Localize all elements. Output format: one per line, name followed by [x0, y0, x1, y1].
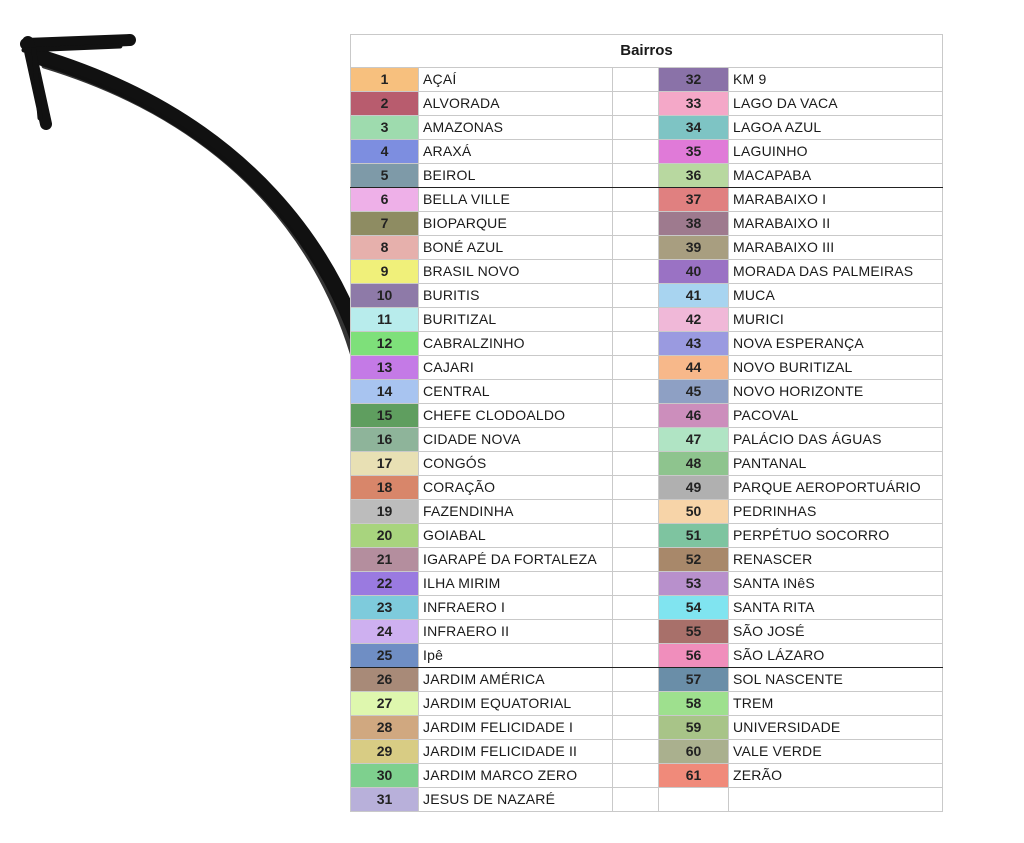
legend-spacer-cell: [613, 140, 659, 164]
legend-number: 36: [659, 164, 729, 188]
legend-neighborhood-name: AÇAÍ: [419, 68, 613, 92]
legend-neighborhood-name: BELLA VILLE: [419, 188, 613, 212]
legend-spacer-cell: [613, 548, 659, 572]
legend-number: 7: [351, 212, 419, 236]
legend-row: [351, 524, 943, 548]
legend-row: [351, 596, 943, 620]
legend-neighborhood-name: MACAPABA: [729, 164, 943, 188]
legend-row: [351, 548, 943, 572]
legend-spacer-cell: [613, 596, 659, 620]
legend-row: [351, 308, 943, 332]
legend-row: [351, 452, 943, 476]
legend-row: [351, 716, 943, 740]
legend-number: 10: [351, 284, 419, 308]
legend-neighborhood-name: LAGO DA VACA: [729, 92, 943, 116]
legend-neighborhood-name: JARDIM EQUATORIAL: [419, 692, 613, 716]
legend-neighborhood-name: ILHA MIRIM: [419, 572, 613, 596]
legend-number: 2: [351, 92, 419, 116]
legend-neighborhood-name: BURITIS: [419, 284, 613, 308]
legend-row: [351, 764, 943, 788]
legend-row: [351, 356, 943, 380]
legend-number: 29: [351, 740, 419, 764]
legend-row: [351, 668, 943, 692]
legend-number: 43: [659, 332, 729, 356]
legend-neighborhood-name: MARABAIXO I: [729, 188, 943, 212]
legend-spacer-cell: [613, 668, 659, 692]
legend-neighborhood-name: JARDIM MARCO ZERO: [419, 764, 613, 788]
legend-neighborhood-name: CABRALZINHO: [419, 332, 613, 356]
legend-row: [351, 740, 943, 764]
legend-number: 30: [351, 764, 419, 788]
legend-neighborhood-name: SÃO JOSÉ: [729, 620, 943, 644]
legend-number: 59: [659, 716, 729, 740]
legend-neighborhood-name: CIDADE NOVA: [419, 428, 613, 452]
legend-neighborhood-name: SANTA RITA: [729, 596, 943, 620]
legend-row: [351, 236, 943, 260]
legend-row: [351, 572, 943, 596]
legend-neighborhood-name: CHEFE CLODOALDO: [419, 404, 613, 428]
legend-neighborhood-name: CAJARI: [419, 356, 613, 380]
legend-number: 40: [659, 260, 729, 284]
legend-number: 61: [659, 764, 729, 788]
legend-number: 6: [351, 188, 419, 212]
legend-body: [351, 68, 943, 812]
curved-arrow-icon: [0, 0, 400, 400]
legend-spacer-cell: [613, 452, 659, 476]
legend-row: [351, 92, 943, 116]
legend-neighborhood-name: MARABAIXO II: [729, 212, 943, 236]
legend-row: [351, 284, 943, 308]
legend-row: [351, 164, 943, 188]
legend-neighborhood-name: NOVO BURITIZAL: [729, 356, 943, 380]
legend-neighborhood-name: CONGÓS: [419, 452, 613, 476]
legend-spacer-cell: [613, 620, 659, 644]
legend-number: 26: [351, 668, 419, 692]
legend-number: 60: [659, 740, 729, 764]
legend-title: Bairros: [351, 35, 943, 68]
legend-row: [351, 140, 943, 164]
legend-spacer-cell: [613, 356, 659, 380]
legend-neighborhood-name: ALVORADA: [419, 92, 613, 116]
legend-row: [351, 692, 943, 716]
legend-spacer-cell: [613, 68, 659, 92]
legend-number: 53: [659, 572, 729, 596]
legend-number: 47: [659, 428, 729, 452]
legend-number: 33: [659, 92, 729, 116]
legend-neighborhood-name: MARABAIXO III: [729, 236, 943, 260]
legend-neighborhood-name: BRASIL NOVO: [419, 260, 613, 284]
legend-number: 56: [659, 644, 729, 668]
legend-number: 15: [351, 404, 419, 428]
legend-number: 49: [659, 476, 729, 500]
legend-spacer-cell: [613, 476, 659, 500]
legend-number: [659, 788, 729, 812]
legend-number: 18: [351, 476, 419, 500]
legend-neighborhood-name: BEIROL: [419, 164, 613, 188]
legend-number: 48: [659, 452, 729, 476]
legend-number: 58: [659, 692, 729, 716]
legend-neighborhood-name: RENASCER: [729, 548, 943, 572]
legend-spacer-cell: [613, 380, 659, 404]
legend-number: 35: [659, 140, 729, 164]
legend-number: 39: [659, 236, 729, 260]
legend-spacer-cell: [613, 740, 659, 764]
legend-row: [351, 68, 943, 92]
legend-number: 25: [351, 644, 419, 668]
legend-neighborhood-name: ARAXÁ: [419, 140, 613, 164]
legend-number: 21: [351, 548, 419, 572]
legend-spacer-cell: [613, 428, 659, 452]
legend-spacer-cell: [613, 524, 659, 548]
legend-neighborhood-name: JARDIM AMÉRICA: [419, 668, 613, 692]
legend-spacer-cell: [613, 404, 659, 428]
legend-number: 16: [351, 428, 419, 452]
legend-row: [351, 476, 943, 500]
legend-number: 51: [659, 524, 729, 548]
legend-spacer-cell: [613, 332, 659, 356]
legend-row: [351, 260, 943, 284]
legend-row: [351, 116, 943, 140]
legend-number: 41: [659, 284, 729, 308]
legend-neighborhood-name: BURITIZAL: [419, 308, 613, 332]
legend-neighborhood-name: PALÁCIO DAS ÁGUAS: [729, 428, 943, 452]
legend-neighborhood-name: INFRAERO II: [419, 620, 613, 644]
legend-spacer-cell: [613, 188, 659, 212]
legend-number: 22: [351, 572, 419, 596]
legend-number: 17: [351, 452, 419, 476]
legend-neighborhood-name: PACOVAL: [729, 404, 943, 428]
legend-neighborhood-name: CORAÇÃO: [419, 476, 613, 500]
legend-neighborhood-name: BIOPARQUE: [419, 212, 613, 236]
legend-row: [351, 380, 943, 404]
legend-number: 34: [659, 116, 729, 140]
legend-spacer-cell: [613, 116, 659, 140]
legend-neighborhood-name: NOVO HORIZONTE: [729, 380, 943, 404]
legend-neighborhood-name: LAGUINHO: [729, 140, 943, 164]
legend-number: 24: [351, 620, 419, 644]
legend-row: [351, 404, 943, 428]
legend-number: 55: [659, 620, 729, 644]
legend-number: 32: [659, 68, 729, 92]
legend-neighborhood-name: KM 9: [729, 68, 943, 92]
legend-number: 37: [659, 188, 729, 212]
legend-spacer-cell: [613, 92, 659, 116]
legend-neighborhood-name: VALE VERDE: [729, 740, 943, 764]
legend-spacer-cell: [613, 764, 659, 788]
legend-number: 9: [351, 260, 419, 284]
legend-number: 12: [351, 332, 419, 356]
legend-neighborhood-name: BONÉ AZUL: [419, 236, 613, 260]
legend-spacer-cell: [613, 284, 659, 308]
legend-number: 42: [659, 308, 729, 332]
legend-number: 11: [351, 308, 419, 332]
legend-number: 5: [351, 164, 419, 188]
legend-spacer-cell: [613, 788, 659, 812]
legend-number: 4: [351, 140, 419, 164]
bairros-legend-table: [350, 34, 943, 812]
legend-neighborhood-name: SÃO LÁZARO: [729, 644, 943, 668]
legend-spacer-cell: [613, 572, 659, 596]
legend-number: 28: [351, 716, 419, 740]
legend-number: 46: [659, 404, 729, 428]
legend-neighborhood-name: MURICI: [729, 308, 943, 332]
legend-row: [351, 188, 943, 212]
legend-neighborhood-name: UNIVERSIDADE: [729, 716, 943, 740]
legend-neighborhood-name: MUCA: [729, 284, 943, 308]
legend-neighborhood-name: ZERÃO: [729, 764, 943, 788]
legend-number: 45: [659, 380, 729, 404]
legend-number: 23: [351, 596, 419, 620]
legend-neighborhood-name: JARDIM FELICIDADE I: [419, 716, 613, 740]
legend-number: 13: [351, 356, 419, 380]
legend-neighborhood-name: JESUS DE NAZARÉ: [419, 788, 613, 812]
legend-neighborhood-name: MORADA DAS PALMEIRAS: [729, 260, 943, 284]
legend-neighborhood-name: SANTA INêS: [729, 572, 943, 596]
legend-neighborhood-name: PANTANAL: [729, 452, 943, 476]
legend-number: 52: [659, 548, 729, 572]
legend-row: [351, 428, 943, 452]
legend-row: [351, 788, 943, 812]
legend-neighborhood-name: PARQUE AEROPORTUÁRIO: [729, 476, 943, 500]
legend-number: 14: [351, 380, 419, 404]
legend-spacer-cell: [613, 212, 659, 236]
legend-row: [351, 332, 943, 356]
legend-number: 54: [659, 596, 729, 620]
legend-neighborhood-name: NOVA ESPERANÇA: [729, 332, 943, 356]
legend-spacer-cell: [613, 644, 659, 668]
legend-number: 57: [659, 668, 729, 692]
legend-neighborhood-name: AMAZONAS: [419, 116, 613, 140]
legend-neighborhood-name: PERPÉTUO SOCORRO: [729, 524, 943, 548]
legend-spacer-cell: [613, 164, 659, 188]
legend-neighborhood-name: FAZENDINHA: [419, 500, 613, 524]
legend-spacer-cell: [613, 308, 659, 332]
legend-neighborhood-name: TREM: [729, 692, 943, 716]
legend-number: 20: [351, 524, 419, 548]
legend-neighborhood-name: SOL NASCENTE: [729, 668, 943, 692]
legend-neighborhood-name: GOIABAL: [419, 524, 613, 548]
legend-neighborhood-name: LAGOA AZUL: [729, 116, 943, 140]
legend-number: 3: [351, 116, 419, 140]
legend-neighborhood-name: IGARAPÉ DA FORTALEZA: [419, 548, 613, 572]
legend-neighborhood-name: Ipê: [419, 644, 613, 668]
legend-neighborhood-name: PEDRINHAS: [729, 500, 943, 524]
legend-number: 50: [659, 500, 729, 524]
legend-number: 1: [351, 68, 419, 92]
legend-number: 8: [351, 236, 419, 260]
legend-neighborhood-name: INFRAERO I: [419, 596, 613, 620]
legend-spacer-cell: [613, 500, 659, 524]
legend-number: 31: [351, 788, 419, 812]
legend-row: [351, 620, 943, 644]
legend-neighborhood-name: JARDIM FELICIDADE II: [419, 740, 613, 764]
legend-number: 44: [659, 356, 729, 380]
legend-row: [351, 212, 943, 236]
legend-number: 38: [659, 212, 729, 236]
legend-spacer-cell: [613, 260, 659, 284]
legend-row: [351, 644, 943, 668]
legend-neighborhood-name: [729, 788, 943, 812]
legend-neighborhood-name: CENTRAL: [419, 380, 613, 404]
legend-spacer-cell: [613, 236, 659, 260]
legend-spacer-cell: [613, 716, 659, 740]
legend-spacer-cell: [613, 692, 659, 716]
legend-number: 27: [351, 692, 419, 716]
legend-row: [351, 500, 943, 524]
legend-number: 19: [351, 500, 419, 524]
